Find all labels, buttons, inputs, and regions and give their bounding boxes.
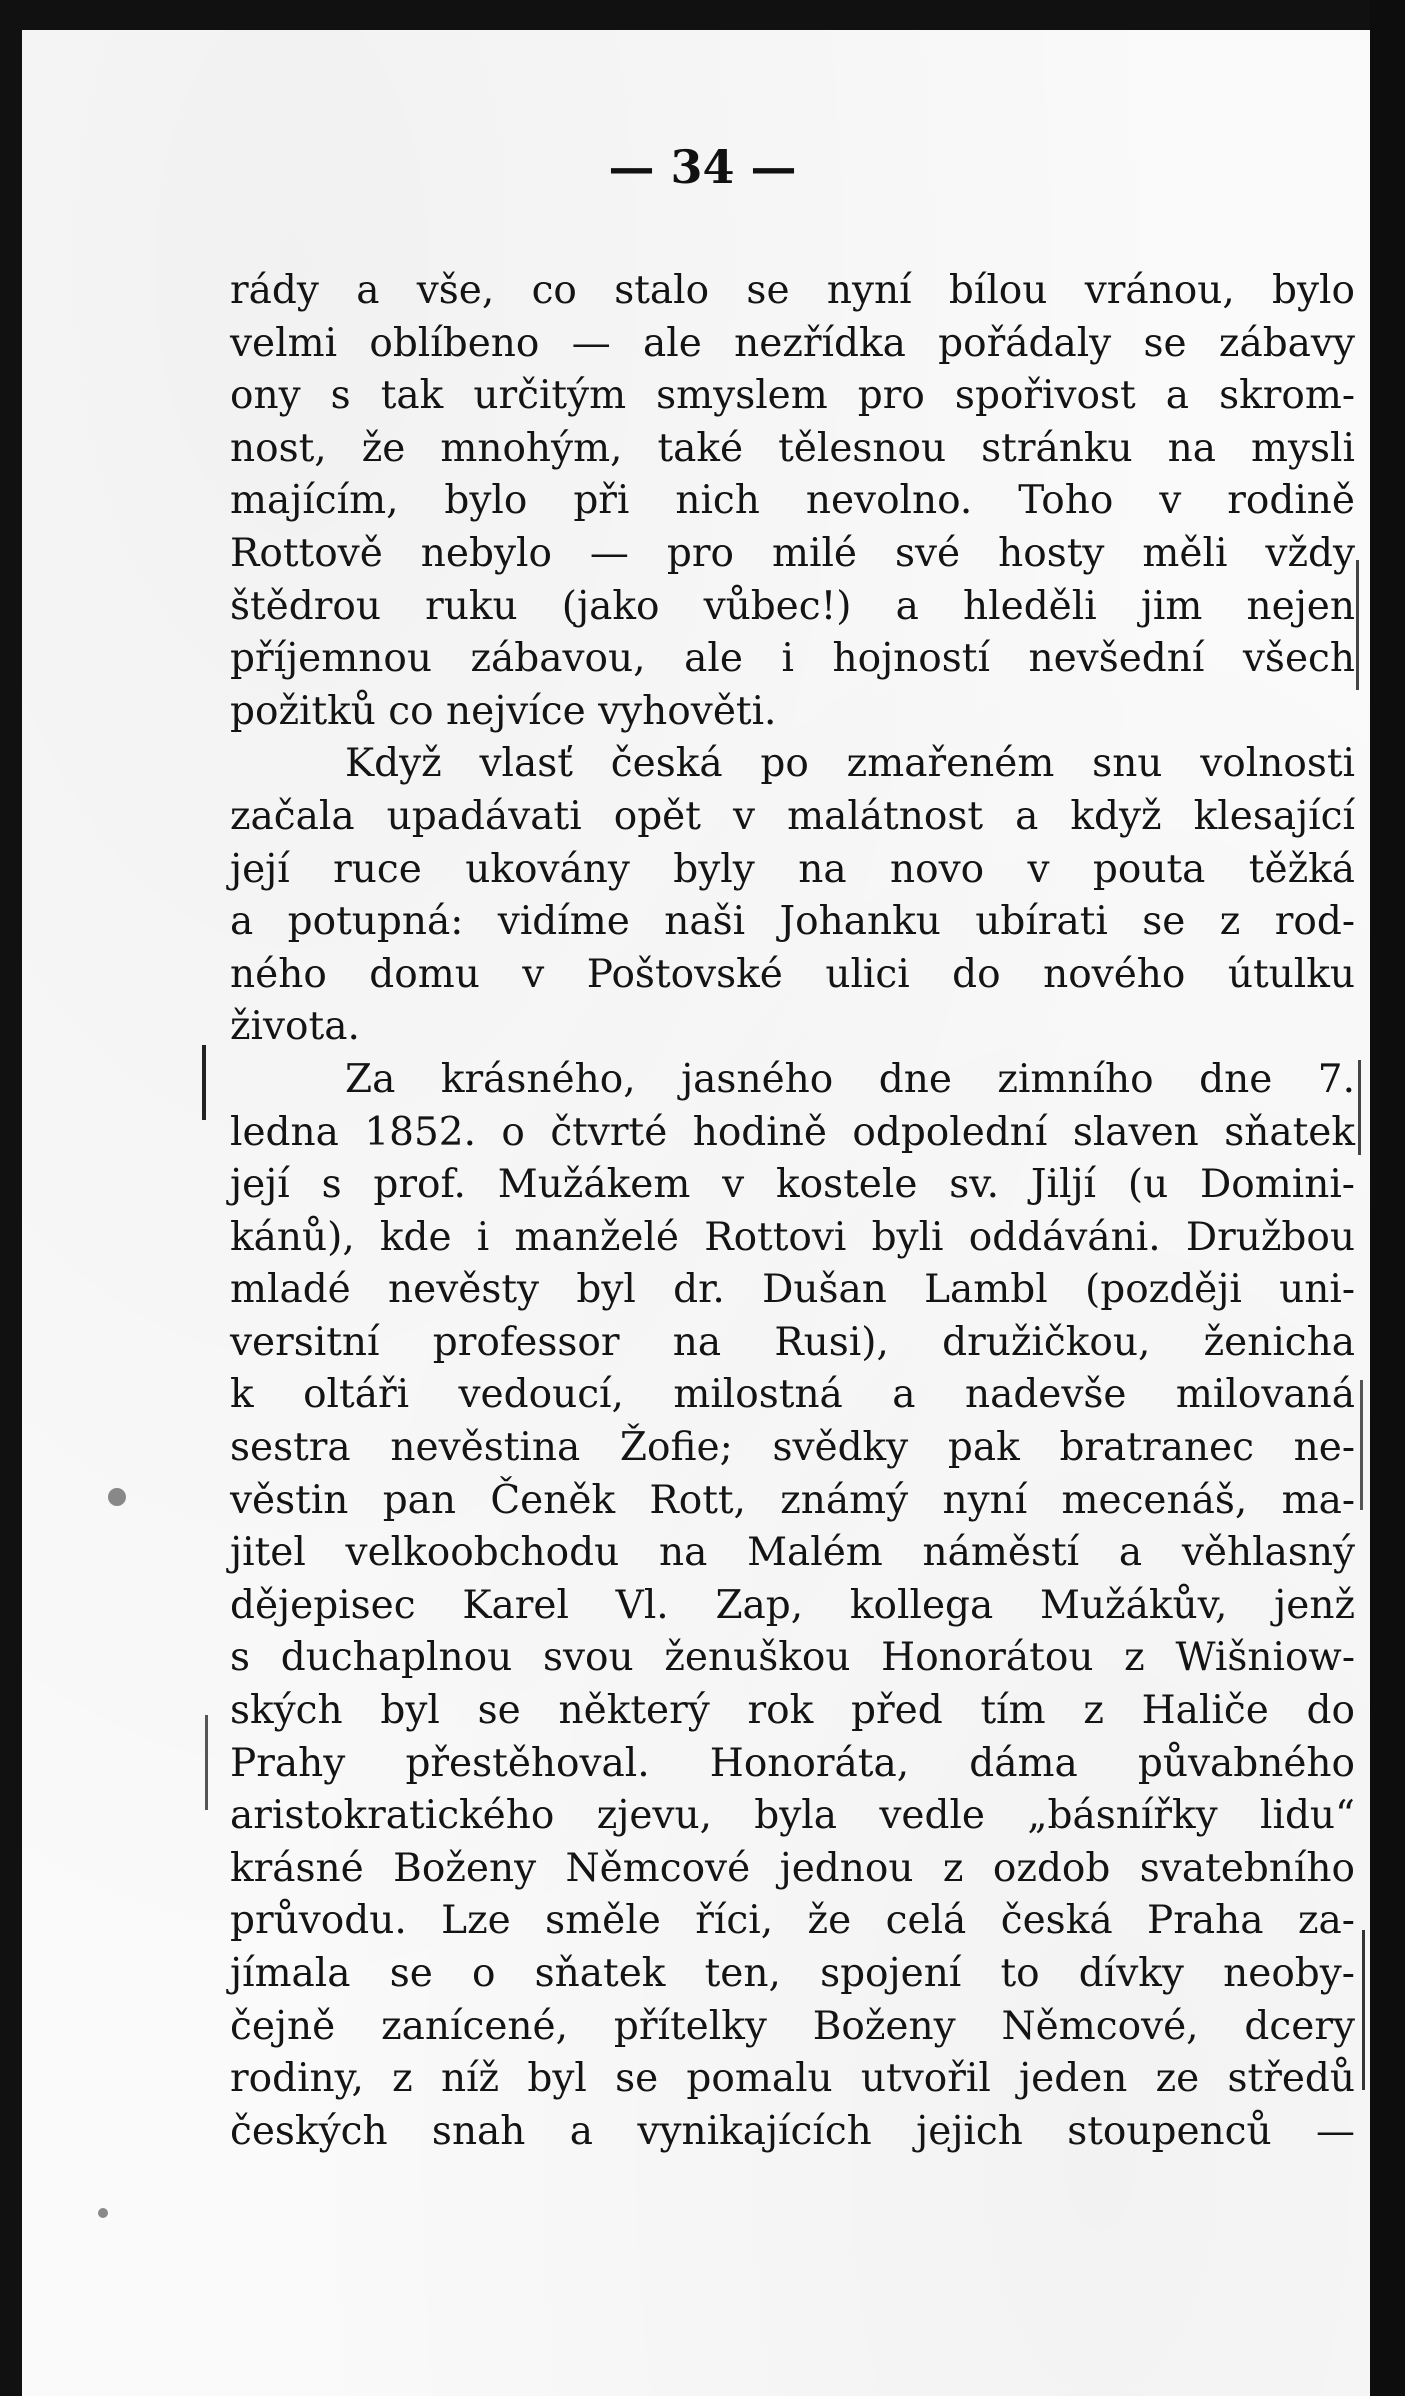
text-line: její ruce ukovány byly na novo v pouta těžká	[230, 846, 1355, 892]
text-line: jitel velkoobchodu na Malém náměstí a věhlasný	[230, 1530, 1355, 1576]
margin-mark	[205, 1715, 208, 1810]
text-line: kánů), kde i manželé Rottovi byli oddáváni. Družbou	[230, 1214, 1355, 1260]
text-line: Rottově nebylo — pro milé své hosty měli vždy	[230, 530, 1355, 576]
text-line: čejně zanícené, přítelky Boženy Němcové, dcery	[230, 2003, 1355, 2049]
text-line: a potupná: vidíme naši Johanku ubírati se z rod-	[230, 899, 1355, 945]
text-line: k oltáři vedoucí, milostná a nadevše milovaná	[230, 1372, 1355, 1418]
text-line: ony s tak určitým smyslem pro spořivost a skrom-	[230, 373, 1355, 419]
text-line: štědrou ruku (jako vůbec!) a hleděli jim nejen	[230, 583, 1355, 629]
text-line: českých snah a vynikajících jejich stoupenců —	[230, 2108, 1355, 2154]
body-text	[230, 265, 1355, 2158]
text-line: Prahy přestěhoval. Honoráta, dáma půvabného	[230, 1740, 1355, 1786]
ink-smudge	[98, 2208, 108, 2218]
text-line: rády a vše, co stalo se nyní bílou vránou, bylo	[230, 268, 1355, 313]
text-line: jímala se o sňatek ten, spojení to dívky neoby-	[230, 1951, 1355, 1996]
text-line: nost, že mnohým, také tělesnou stránku na mysli	[230, 425, 1355, 471]
text-line: průvodu. Lze směle říci, že celá česká Praha za-	[230, 1898, 1355, 1944]
text-line: krásné Boženy Němcové jednou z ozdob svatebního	[230, 1845, 1355, 1891]
text-line: rodiny, z níž byl se pomalu utvořil jeden ze středů	[230, 2056, 1355, 2102]
text-line: dějepisec Karel Vl. Zap, kollega Mužákův, jenž	[230, 1582, 1355, 1628]
text-line: sestra nevěstina Žofie; svědky pak bratranec ne-	[230, 1425, 1355, 1471]
text-line: příjemnou zábavou, ale i hojností nevšední všech	[230, 636, 1355, 682]
margin-mark	[1362, 1930, 1365, 2090]
page-edge-shadow	[1370, 0, 1405, 2396]
margin-mark	[1358, 1060, 1361, 1155]
text-line: aristokratického zjevu, byla vedle „básnířky lidu“	[230, 1793, 1355, 1839]
text-line: majícím, bylo při nich nevolno. Toho v rodině	[230, 478, 1355, 524]
margin-mark	[1356, 560, 1359, 690]
text-line: požitků co nejvíce vyhověti.	[230, 688, 777, 734]
text-line: s duchaplnou svou ženuškou Honorátou z Wišniow-	[230, 1635, 1355, 1681]
text-line: velmi oblíbeno — ale nezřídka pořádaly se zábavy	[230, 320, 1355, 366]
text-line: její s prof. Mužákem v kostele sv. Jiljí (u Domini-	[230, 1162, 1355, 1208]
ink-smudge	[108, 1488, 126, 1506]
text-line: versitní professor na Rusi), družičkou, ženicha	[230, 1319, 1355, 1365]
text-line: ledna 1852. o čtvrté hodině odpolední slaven sňatek	[230, 1109, 1355, 1155]
text-line: začala upadávati opět v malátnost a když klesající	[230, 793, 1355, 839]
paragraph-start-line: Když vlasť česká po zmařeném snu volnosti	[345, 741, 1355, 787]
text-line: života.	[230, 1004, 360, 1050]
paragraph-start-line: Za krásného, jasného dne zimního dne 7.	[345, 1056, 1355, 1102]
text-line: mladé nevěsty byl dr. Dušan Lambl (později uni-	[230, 1267, 1355, 1313]
margin-mark	[202, 1045, 206, 1120]
margin-mark	[1360, 1380, 1363, 1510]
page-number: — 34 —	[608, 140, 797, 194]
text-line: ských byl se některý rok před tím z Haliče do	[230, 1688, 1355, 1734]
text-line: věstin pan Čeněk Rott, známý nyní mecenáš, ma-	[230, 1477, 1355, 1523]
text-line: ného domu v Poštovské ulici do nového útulku	[230, 951, 1355, 997]
